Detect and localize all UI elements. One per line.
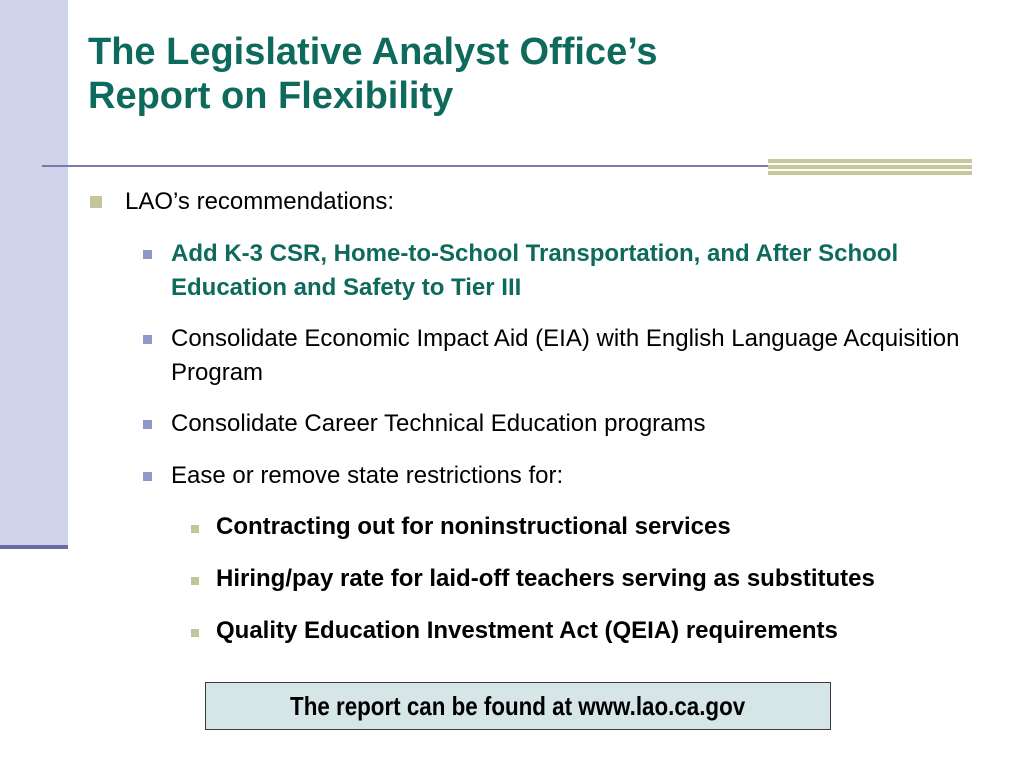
slide-title — [88, 30, 988, 118]
report-link-box — [205, 682, 831, 730]
bullet-square-icon — [90, 196, 102, 208]
bullet-square-icon — [191, 629, 199, 637]
side-band-edge — [0, 545, 68, 549]
slide-title-line-2: Report on Flexibility — [88, 75, 454, 117]
bullet-square-icon — [191, 577, 199, 585]
recommendations-heading: LAO’s recommendations: — [125, 188, 395, 215]
bullet-square-icon — [143, 250, 152, 259]
side-band — [0, 0, 68, 548]
recommendation-item-3: Consolidate Career Technical Education programs — [171, 410, 706, 437]
bullet-square-icon — [191, 525, 199, 533]
restriction-item-1: Contracting out for noninstructional services — [216, 513, 731, 540]
bullet-square-icon — [143, 472, 152, 481]
bullet-square-icon — [143, 420, 152, 429]
restriction-item-3: Quality Education Investment Act (QEIA) requirements — [216, 617, 838, 644]
slide-title-line-1: The Legislative Analyst Office’s — [88, 31, 658, 73]
recommendation-item-2: Consolidate Economic Impact Aid (EIA) with English Language Acquisition Program — [171, 325, 960, 386]
bullet-square-icon — [143, 335, 152, 344]
report-link-text: The report can be found at www.lao.ca.gov — [290, 690, 746, 721]
recommendation-item-1: Add K-3 CSR, Home-to-School Transportation, and After School Education and Safety to Tier III — [171, 240, 899, 301]
restriction-item-2: Hiring/pay rate for laid-off teachers serving as substitutes — [216, 565, 875, 592]
recommendation-item-4: Ease or remove state restrictions for: — [171, 462, 564, 489]
accent-bar — [768, 159, 972, 177]
